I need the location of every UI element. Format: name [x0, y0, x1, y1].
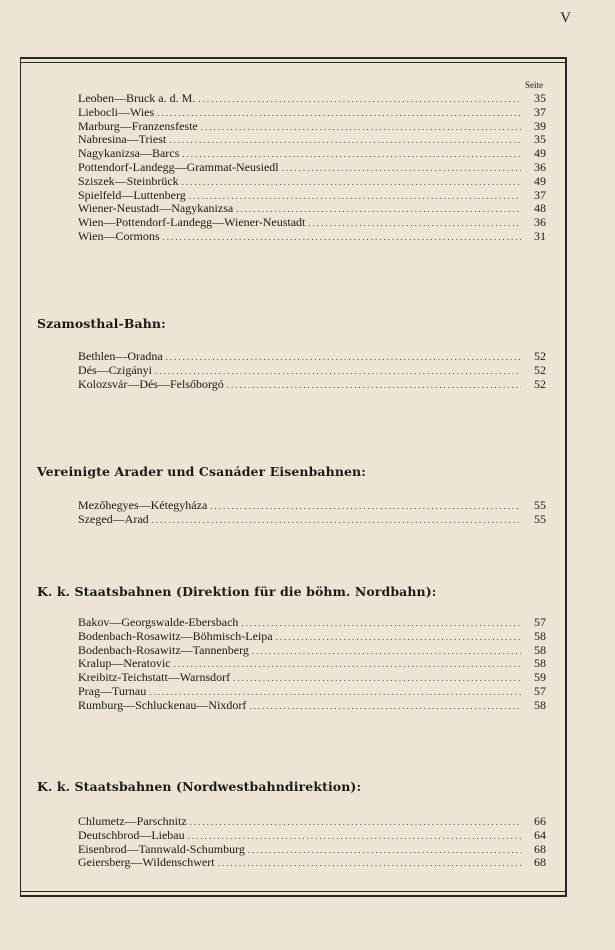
list-item: [78, 147, 546, 161]
entry-page: 49: [534, 146, 546, 161]
entry-name: Bethlen—Oradna: [78, 349, 163, 363]
leader-dots: [218, 857, 521, 871]
entry-page: 68: [534, 841, 546, 856]
leader-dots: [190, 816, 521, 830]
entry-page: 58: [534, 697, 546, 712]
leader-dots: [241, 617, 521, 631]
section-title: K. k. Staatsbahnen (Direktion für die böhm. Nordbahn):: [37, 584, 437, 599]
entry-name: Szeged—Arad: [78, 511, 149, 526]
list-item: [78, 699, 546, 713]
entry-page: 58: [534, 628, 546, 643]
entry-name: Leoben—Bruck a. d. M.: [78, 91, 196, 105]
entry-name: Deutschbrod—Liebau: [78, 827, 185, 842]
section-title: Szamosthal-Bahn:: [37, 316, 166, 331]
entry-page: 52: [534, 349, 546, 363]
entry-name: Rumburg—Schluckenau—Nixdorf: [78, 697, 247, 712]
list-item: [78, 364, 546, 378]
list-item: [78, 843, 546, 857]
entry-name: Pottendorf-Landegg—Grammat-Neusiedl: [78, 159, 279, 174]
list-item: [78, 856, 546, 870]
leader-dots: [182, 176, 521, 190]
list-item: [78, 133, 546, 147]
list-item: [78, 216, 546, 230]
entry-page: 55: [534, 511, 546, 526]
leader-dots: [163, 231, 521, 245]
entry-page: 52: [534, 376, 546, 391]
leader-dots: [276, 631, 521, 645]
list-item: [78, 829, 546, 843]
entry-page: 64: [534, 827, 546, 842]
list-item: [78, 92, 546, 106]
list-item: [78, 350, 546, 364]
entry-page: 52: [534, 362, 546, 377]
list-item: [78, 499, 546, 513]
list-item: [78, 189, 546, 203]
list-item: [78, 378, 546, 392]
entry-page: 55: [534, 498, 546, 512]
entry-name: Nabresina—Triest: [78, 132, 167, 147]
entry-page: 36: [534, 215, 546, 230]
entry-page: 66: [534, 814, 546, 828]
entry-page: 36: [534, 159, 546, 174]
entry-page: 57: [534, 683, 546, 698]
leader-dots: [198, 93, 521, 107]
leader-dots: [308, 217, 521, 231]
leader-dots: [201, 121, 521, 135]
entry-name: Kreibitz-Teichstatt—Warnsdorf: [78, 670, 231, 685]
entry-name: Nagykanizsa—Barcs: [78, 146, 180, 161]
entry-name: Bodenbach-Rosawitz—Böhmisch-Leipa: [78, 628, 273, 643]
page-number: V: [560, 10, 571, 26]
section-title: Vereinigte Arader und Csanáder Eisenbahnen:: [37, 464, 366, 479]
entry-page: 31: [534, 228, 546, 243]
list-item: [78, 106, 546, 120]
list-item: [78, 815, 546, 829]
entry-name: Kralup—Neratovic: [78, 656, 171, 671]
list-item: [78, 175, 546, 189]
leader-dots: [157, 107, 521, 121]
entry-name: Sziszek—Steinbrück: [78, 173, 179, 188]
list-item: [78, 671, 546, 685]
leader-dots: [282, 162, 521, 176]
list-item: [78, 161, 546, 175]
entry-name: Marburg—Franzensfeste: [78, 118, 198, 133]
section-entry-list: [78, 499, 546, 527]
entry-page: 37: [534, 104, 546, 119]
entry-name: Wiener-Neustadt—Nagykanizsa: [78, 201, 234, 216]
seite-label: Seite: [525, 80, 543, 90]
leader-dots: [166, 351, 521, 365]
entry-page: 59: [534, 670, 546, 685]
entry-name: Chlumetz—Parschnitz: [78, 814, 187, 828]
leader-dots: [227, 379, 521, 393]
entry-name: Eisenbrod—Tannwald-Schumburg: [78, 841, 245, 856]
entry-page: 35: [534, 132, 546, 147]
list-item: [78, 202, 546, 216]
list-item: [78, 685, 546, 699]
section-entry-list: [78, 350, 546, 391]
entry-name: Liebocli—Wies: [78, 104, 155, 119]
leader-dots: [248, 844, 521, 858]
section-entry-list: [78, 616, 546, 713]
leader-dots: [210, 500, 521, 514]
leader-dots: [249, 700, 521, 714]
leader-dots: [252, 645, 521, 659]
list-item: [78, 120, 546, 134]
entry-name: Bodenbach-Rosawitz—Tannenberg: [78, 642, 249, 657]
list-item: [78, 230, 546, 244]
entry-page: 48: [534, 201, 546, 216]
section-title: K. k. Staatsbahnen (Nordwestbahndirektion):: [37, 779, 362, 794]
entry-name: Geiersberg—Wildenschwert: [78, 855, 215, 870]
entry-page: 37: [534, 187, 546, 202]
entry-name: Bakov—Georgswalde-Ebersbach: [78, 615, 239, 629]
list-item: [78, 616, 546, 630]
list-item: [78, 630, 546, 644]
entry-page: 58: [534, 656, 546, 671]
entry-page: 39: [534, 118, 546, 133]
entry-name: Wien—Pottendorf-Landegg—Wiener-Neustadt: [78, 215, 306, 230]
entry-name: Spielfeld—Luttenberg: [78, 187, 186, 202]
entry-name: Mezőhegyes—Kétegyháza: [78, 498, 208, 512]
list-item: [78, 657, 546, 671]
entry-page: 35: [534, 91, 546, 105]
section-entry-list: [78, 815, 546, 870]
leader-dots: [189, 190, 521, 204]
entry-name: Prag—Turnau: [78, 683, 147, 698]
entry-name: Dés—Czigányi: [78, 362, 152, 377]
leader-dots: [169, 134, 521, 148]
leader-dots: [152, 514, 521, 528]
entry-page: 58: [534, 642, 546, 657]
entry-page: 68: [534, 855, 546, 870]
intro-entry-list: [78, 92, 546, 244]
entry-name: Wien—Cormons: [78, 228, 160, 243]
list-item: [78, 513, 546, 527]
list-item: [78, 644, 546, 658]
entry-page: 49: [534, 173, 546, 188]
entry-page: 57: [534, 615, 546, 629]
leader-dots: [233, 672, 521, 686]
entry-name: Kolozsvár—Dés—Felsőborgó: [78, 376, 224, 391]
